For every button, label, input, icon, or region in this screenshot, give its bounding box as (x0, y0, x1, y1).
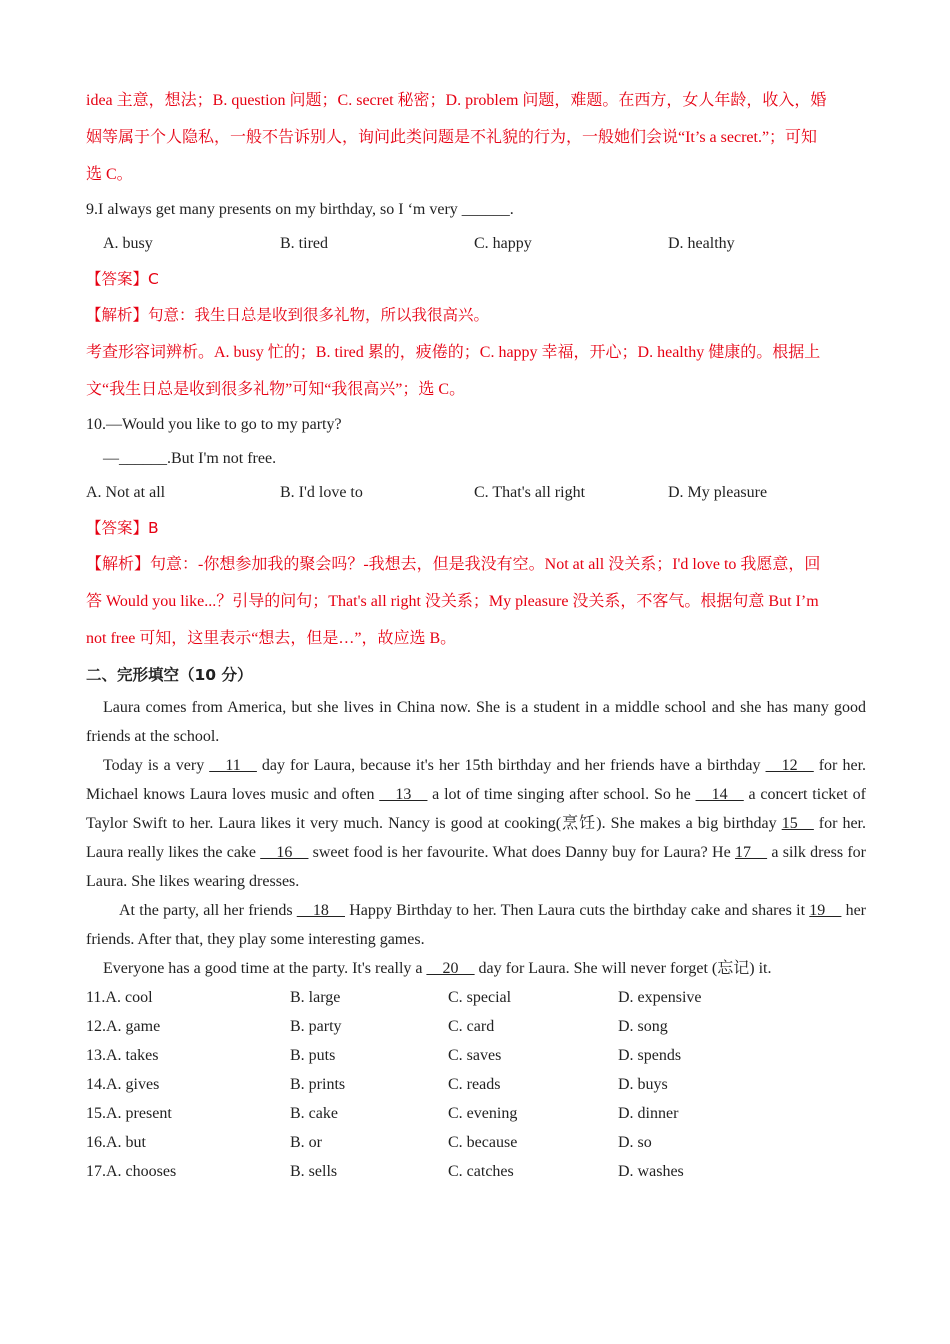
passage-paragraph-2: Today is a very __11__ day for Laura, because it's her 15th birthday and her friends have a birthday __12__ for her. Michael knows Laura loves music and often __13__ a lot of time singing after school. So he __14__ a concert ticket of Taylor Swift to her. Laura likes it very much. Nancy is good at cooking(烹饪). She makes a big birthday 15__ for her. Laura really likes the cake __16__ sweet food is her favourite. What does Danny buy for Laura? He 17__ a silk dress for Laura. She likes wearing dresses. (86, 757, 867, 890)
analysis-line: 【解析】句意：我生日总是收到很多礼物，所以我很高兴。 (86, 306, 490, 324)
analysis-line: idea 主意，想法；B. question 问题；C. secret 秘密；D. problem 问题，难题。在西方，女人年龄，收入，婚 (86, 92, 827, 109)
choice-row-15: 15.A. present B. cake C. evening D. dinner (86, 1105, 679, 1122)
choice-row-14: 14.A. gives B. prints C. reads D. buys (86, 1076, 668, 1093)
analysis-line: 姻等属于个人隐私，一般不告诉别人，询问此类问题是不礼貌的行为，一般她们会说“It’s a secret.”；可知 (86, 129, 818, 146)
question-stem: 10.—Would you like to go to my party? (86, 416, 342, 433)
question-reply: —______.But I'm not free. (103, 450, 277, 467)
analysis-line: not free 可知，这里表示“想去，但是…”，故应选 B。 (86, 630, 457, 647)
question-9 (86, 193, 866, 408)
blank-17: 17__ (735, 844, 768, 861)
section-heading: 二、完形填空（10 分） (86, 666, 253, 684)
blank-20: __20__ (426, 960, 475, 977)
options-row (86, 476, 866, 510)
question-stem: 9.I always get many presents on my birthday, so I ‘m very ______. (86, 201, 514, 218)
passage-paragraph-3: At the party, all her friends __18__ Happy Birthday to her. Then Laura cuts the birthday cake and shares it 19__ her friends. After that, they play some interesting games. (86, 902, 867, 948)
cloze-choices (86, 983, 866, 1186)
document-page (86, 82, 866, 1186)
cloze-passage (86, 693, 866, 983)
option-d: D. healthy (668, 235, 735, 252)
blank-19: 19__ (809, 902, 842, 919)
q8-analysis-tail (86, 82, 866, 193)
blank-12: __12__ (765, 757, 814, 774)
answer-label: 【答案】C (86, 270, 159, 288)
option-b: B. I'd love to (280, 484, 363, 501)
option-a: A. busy (103, 235, 153, 252)
option-c: C. happy (474, 235, 532, 252)
blank-14: __14__ (695, 786, 744, 803)
analysis-line: 【解析】句意：-你想参加我的聚会吗？-我想去，但是我没有空。Not at all 没关系；I'd love to 我愿意，回 (86, 556, 821, 573)
choice-row-13: 13.A. takes B. puts C. saves D. spends (86, 1047, 682, 1064)
choice-row-12: 12.A. game B. party C. card D. song (86, 1018, 668, 1035)
answer-label: 【答案】B (86, 519, 159, 537)
choice-row-17: 17.A. chooses B. sells C. catches D. washes (86, 1163, 684, 1180)
option-a: A. Not at all (86, 484, 166, 501)
blank-15: 15__ (781, 815, 814, 832)
analysis-line: 文“我生日总是收到很多礼物”可知“我很高兴”；选 C。 (86, 381, 466, 398)
blank-16: __16__ (260, 844, 309, 861)
options-row (86, 227, 866, 261)
analysis-line: 答 Would you like...？引导的问句；That's all right 没关系；My pleasure 没关系，不客气。根据句意 But I’m (86, 593, 819, 610)
blank-13: __13__ (379, 786, 428, 803)
blank-11: __11__ (209, 757, 257, 774)
analysis-line: 考查形容词辨析。A. busy 忙的；B. tired 累的，疲倦的；C. happy 幸福，开心；D. healthy 健康的。根据上 (86, 344, 821, 361)
choice-row-16: 16.A. but B. or C. because D. so (86, 1134, 652, 1151)
question-10 (86, 408, 866, 657)
blank-18: __18__ (296, 902, 345, 919)
passage-paragraph-1: Laura comes from America, but she lives in China now. She is a student in a middle school and she has many good friends at the school. (86, 699, 866, 745)
option-d: D. My pleasure (668, 484, 768, 501)
option-c: C. That's all right (474, 484, 586, 501)
analysis-line: 选 C。 (86, 166, 133, 183)
choice-row-11: 11.A. cool B. large C. special D. expensive (86, 989, 702, 1006)
option-b: B. tired (280, 235, 328, 252)
passage-paragraph-4: Everyone has a good time at the party. It's really a __20__ day for Laura. She will never forget (忘记) it. (103, 960, 772, 977)
